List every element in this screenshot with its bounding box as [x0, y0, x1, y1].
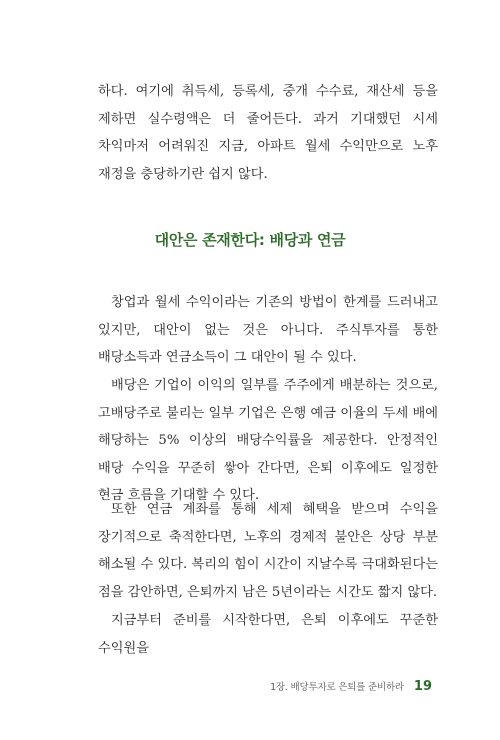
page-number: 19 [413, 679, 432, 694]
section-heading: 대안은 존재한다: 배당과 연금 [154, 231, 346, 249]
page-footer [270, 679, 432, 694]
body-paragraph-dividends: 배당은 기업이 이익의 일부를 주주에게 배분하는 것으로, 고배당주로 불리는 일부 기업은 은행 예금 이율의 두세 배에 해당하는 5% 이상의 배당수익률을 제공한다. 안정적인 배당 수익을 꾸준히 쌓아 간다면, 은퇴 이후에도 일정한 현금 흐름을 기대할 수 있다. [98, 378, 438, 504]
footer-chapter-title: 1장. 배당투자로 은퇴를 준비하라 [270, 682, 404, 693]
body-paragraph-start-now: 지금부터 준비를 시작한다면, 은퇴 이후에도 꾸준한 수익원을 [98, 613, 438, 656]
body-paragraph-alternatives: 창업과 월세 수익이라는 기존의 방법이 한계를 드러내고 있지만, 대안이 없는 것은 아니다. 주식투자를 통한 배당소득과 연금소득이 그 대안이 될 수 있다. [98, 295, 438, 366]
body-paragraph-pension: 또한 연금 계좌를 통해 세제 혜택을 받으며 수익을 장기적으로 축적한다면, 노후의 경제적 불안은 상당 부분 해소될 수 있다. 복리의 힘이 시간이 지날수록 극대화된다는 점을 감안하면, 은퇴까지 남은 5년이라는 시간도 짧지 않다. [98, 502, 438, 600]
intro-paragraph: 하다. 여기에 취득세, 등록세, 중개 수수료, 재산세 등을 제하면 실수령액은 더 줄어든다. 과거 기대했던 시세 차익마저 어려워진 지금, 아파트 월세 수익만으로 노후 재정을 충당하기란 쉽지 않다. [98, 84, 438, 182]
